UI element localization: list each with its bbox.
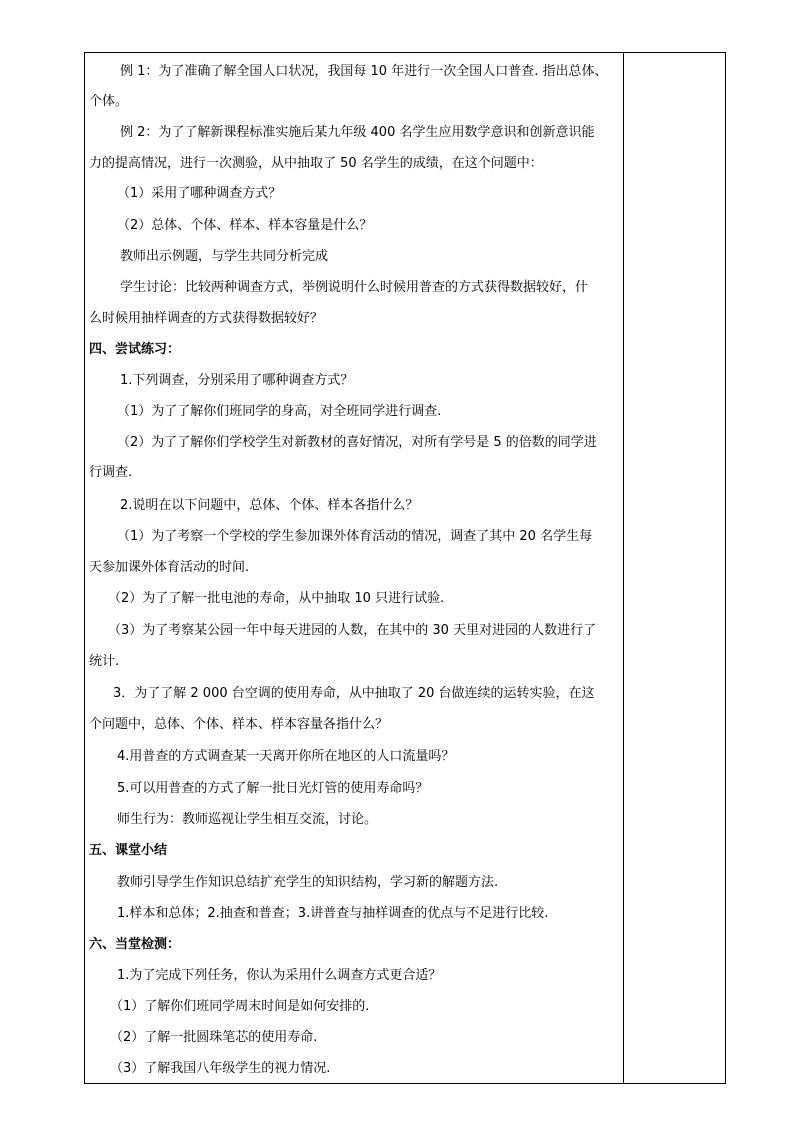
text-line: （3）为了考察某公园一年中每天进园的人数，在其中的 30 天里对进园的人数进行了	[108, 623, 597, 638]
text-line: （2）为了了解你们学校学生对新教材的喜好情况，对所有学号是 5 的倍数的同学进	[117, 435, 597, 450]
text-line: （1）了解你们班同学周末时间是如何安排的.	[110, 999, 370, 1014]
text-line: 天参加课外体育活动的时间.	[89, 560, 250, 575]
section-heading: 四、尝试练习：	[89, 342, 181, 357]
text-line: 么时候用抽样调查的方式获得数据较好？	[89, 311, 324, 326]
text-line: 个问题中，总体、个体、样本、样本容量各指什么？	[89, 717, 389, 732]
text-line: 师生行为：教师巡视让学生相互交流，讨论。	[117, 812, 378, 827]
text-line: （2）了解一批圆珠笔芯的使用寿命.	[110, 1030, 318, 1045]
text-line: 3．为了了解 2 000 台空调的使用寿命，从中抽取了 20 台做连续的运转实验，在这	[113, 686, 595, 701]
text-line: （1）采用了哪种调查方式？	[117, 186, 282, 201]
text-line: （2）总体、个体、样本、样本容量是什么？	[117, 218, 373, 233]
text-line: 1.样本和总体；2.抽查和普查；3.讲普查与抽样调查的优点与不足进行比较.	[117, 906, 549, 921]
text-line: 力的提高情况，进行一次测验，从中抽取了 50 名学生的成绩，在这个问题中：	[89, 156, 543, 171]
column-divider	[623, 53, 624, 1083]
text-line: 1.为了完成下列任务，你认为采用什么调查方式更合适？	[117, 968, 442, 983]
text-line: 4.用普查的方式调查某一天离开你所在地区的人口流量吗？	[117, 749, 455, 764]
text-line: 2.说明在以下问题中，总体、个体、样本各指什么？	[120, 498, 419, 513]
text-line: 5.可以用普查的方式了解一批日光灯管的使用寿命吗？	[117, 781, 429, 796]
text-line: 教师出示例题，与学生共同分析完成	[120, 249, 329, 264]
text-line: （3）了解我国八年级学生的视力情况.	[110, 1061, 331, 1076]
text-line: 例 1：为了准确了解全国人口状况，我国每 10 年进行一次全国人口普查. 指出总体、	[120, 64, 608, 79]
section-heading: 五、课堂小结	[89, 843, 168, 858]
text-line: 例 2：为了了解新课程标准实施后某九年级 400 名学生应用数学意识和创新意识能	[120, 125, 595, 140]
text-line: 1.下列调查，分别采用了哪种调查方式？	[120, 373, 354, 388]
text-line: 行调查.	[89, 465, 133, 480]
text-line: 个体。	[89, 94, 129, 109]
text-line: （1）为了了解你们班同学的身高，对全班同学进行调查.	[117, 404, 442, 419]
lesson-table	[84, 52, 726, 1084]
text-line: （2）为了了解一批电池的寿命，从中抽取 10 只进行试验.	[108, 591, 445, 606]
text-line: 教师引导学生作知识总结扩充学生的知识结构，学习新的解题方法.	[117, 875, 499, 890]
section-heading: 六、当堂检测：	[89, 937, 181, 952]
text-line: （1）为了考察一个学校的学生参加课外体育活动的情况，调查了其中 20 名学生每	[117, 529, 593, 544]
text-line: 统计.	[89, 654, 120, 669]
text-line: 学生讨论：比较两种调查方式，举例说明什么时候用普查的方式获得数据较好，什	[120, 280, 589, 295]
